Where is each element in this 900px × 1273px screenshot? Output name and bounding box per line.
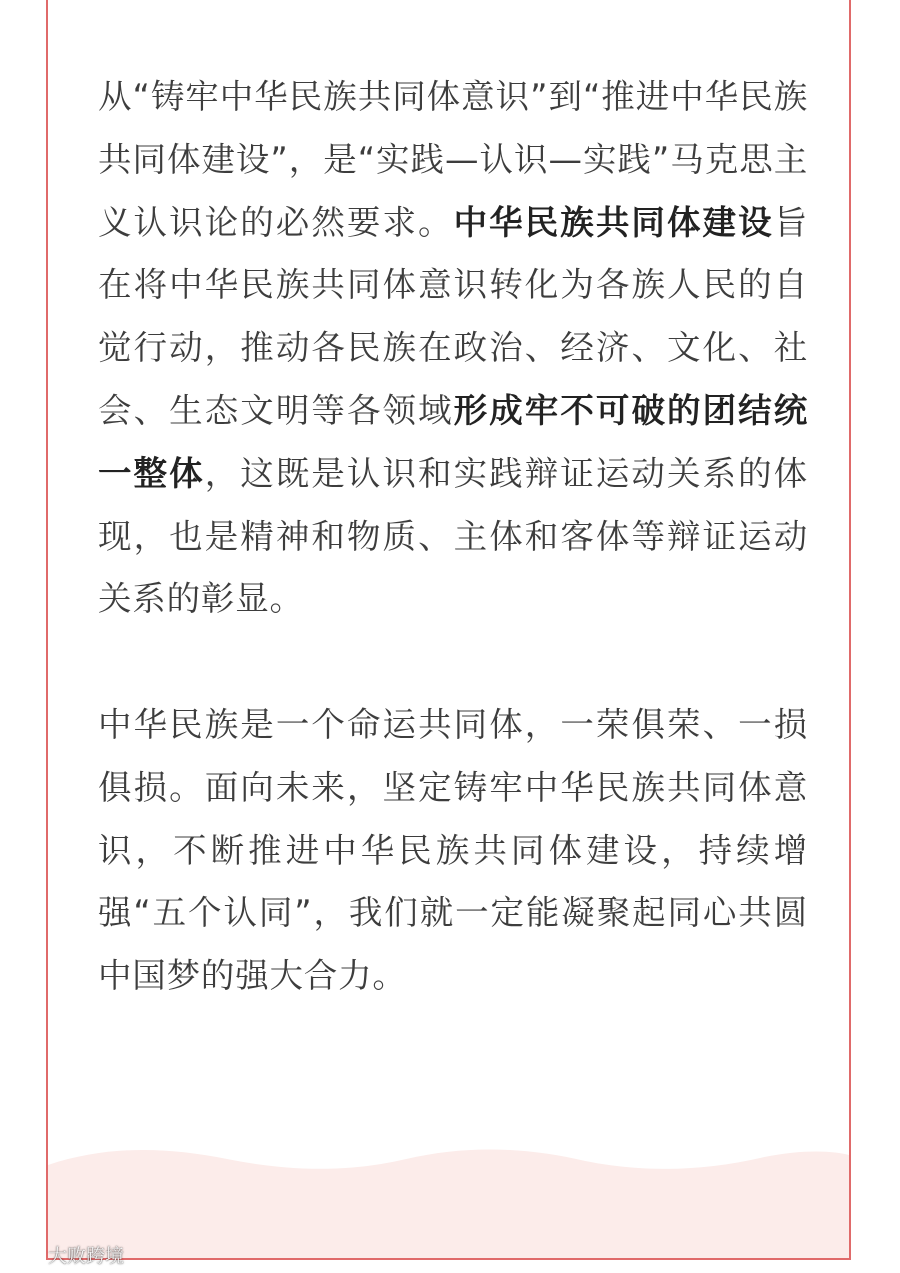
paragraph-2: 中华民族是一个命运共同体，一荣俱荣、一损俱损。面向未来，坚定铸牢中华民族共同体意识，不断推进中华民族共同体建设，持续增强“五个认同”，我们就一定能凝聚起同心共圆中国梦的强大合力。 [98,704,808,996]
speech-bubble-logo-icon [8,1242,42,1266]
paragraph-1 [98,66,808,631]
paragraph-1-bold-2: 形成牢不可破的团结统一整体 [98,390,809,493]
decorative-wave-footer [48,1143,849,1258]
watermark-text: 大败跨境 [48,1244,125,1267]
article-body [98,66,808,1008]
paragraph-1-text-3: ，这既是认识和实践辩证运动关系的体现，也是精神和物质、主体和客体等辩证运动关系的彰显。 [98,453,808,619]
paragraph-1-text-1: 从“铸牢中华民族共同体意识”到“推进中华民族共同体建设”，是“实践—认识—实践”马克思主义认识论的必然要求。 [98,77,808,242]
paragraph-1-text-2: 旨在将中华民族共同体意识转化为各族人民的自觉行动，推动各民族在政治、经济、文化、社会、生态文明等各领域 [98,202,808,430]
paragraph-1-bold-1: 中华民族共同体建设 [453,202,774,242]
article-card-frame [46,0,851,1260]
watermark [8,1240,124,1268]
